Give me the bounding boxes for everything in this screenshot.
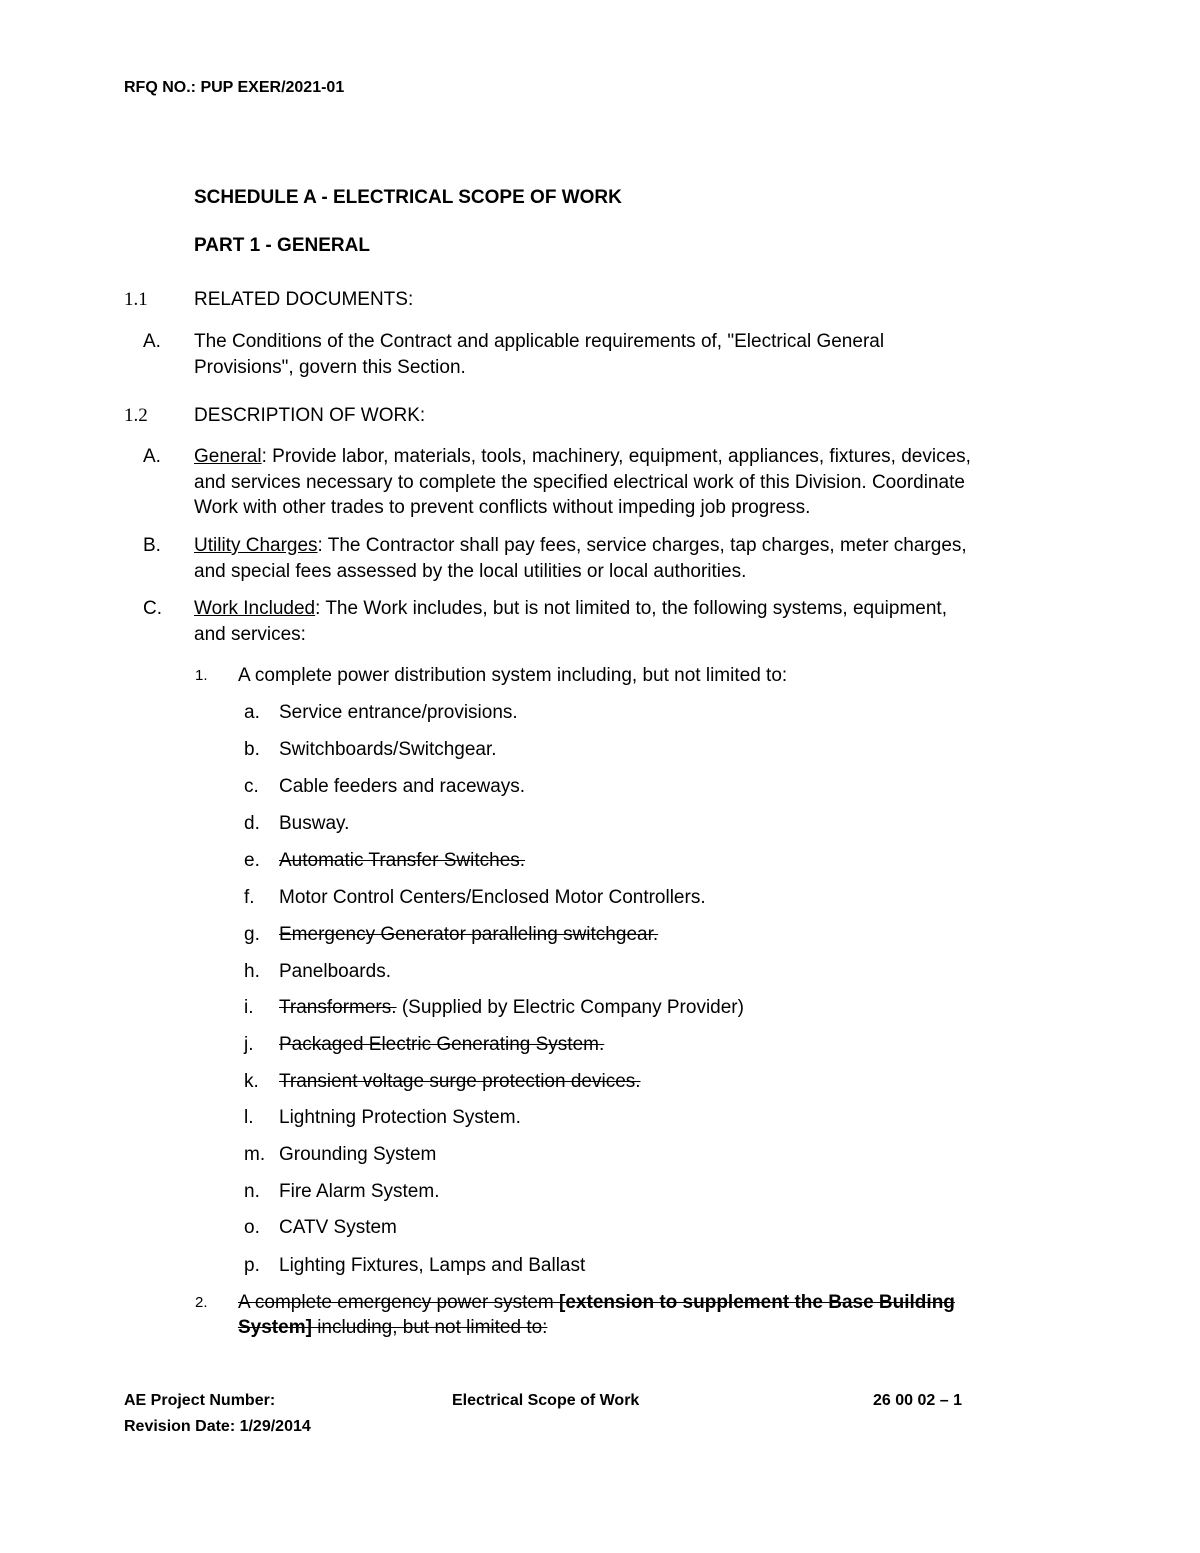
subitem-label: i. [244,997,254,1018]
list-label: C. [143,598,162,619]
subitem-text-struck: Automatic Transfer Switches. [279,850,526,871]
subitem-text: Panelboards. [279,961,391,982]
paragraph-line: Provisions", govern this Section. [194,357,466,378]
term-work-included: Work Included [194,598,316,619]
list-label: A. [143,331,161,352]
term-general: General [194,446,262,467]
subitem-text: Lightning Protection System. [279,1107,521,1128]
subitem-text: Cable feeders and raceways. [279,776,526,797]
footer-revision-date: Revision Date: 1/29/2014 [124,1418,311,1435]
subitem-text-struck: Emergency Generator paralleling switchgear. [279,924,659,945]
item-text-struck [238,1292,955,1314]
paragraph-line: The Conditions of the Contract and applicable requirements of, "Electrical General [194,331,885,352]
paragraph-text: : Provide labor, materials, tools, machinery, equipment, appliances, fixtures, devices, [261,446,971,467]
subitem-label: k. [244,1071,259,1092]
subitem-label: m. [244,1144,266,1165]
subitem-label: a. [244,702,260,723]
item-number: 2. [195,1294,208,1311]
schedule-title: SCHEDULE A - ELECTRICAL SCOPE OF WORK [194,187,622,208]
subitem-text: Switchboards/Switchgear. [279,739,497,760]
list-label: A. [143,446,161,467]
item-text-struck [238,1317,547,1339]
item-text: A complete emergency power system [238,1292,560,1313]
subitem-note: (Supplied by Electric Company Provider) [396,997,744,1018]
list-label: B. [143,535,161,556]
subitem-text: CATV System [279,1217,397,1238]
subitem-text-struck: Packaged Electric Generating System. [279,1034,605,1055]
subitem-label: n. [244,1181,260,1202]
item-text: including, but not limited to: [311,1317,548,1338]
paragraph-line: and services: [194,624,306,645]
subitem-label: l. [244,1107,254,1128]
item-text: A complete power distribution system including, but not limited to: [238,665,788,686]
item-text-bold: [extension to supplement the Base Building [559,1292,955,1313]
paragraph-line [194,446,971,468]
paragraph-line [194,598,947,620]
footer-page-number: 26 00 02 – 1 [873,1392,962,1409]
paragraph-text: : The Work includes, but is not limited to, the following systems, equipment, [315,598,947,619]
paragraph-line [194,535,967,557]
subitem-text: Fire Alarm System. [279,1181,440,1202]
section-number-1-2: 1.2 [124,405,148,426]
subitem-label: c. [244,776,259,797]
subitem-text-struck: Transient voltage surge protection devices. [279,1071,641,1092]
paragraph-line: Work with other trades to prevent conflicts without impeding job progress. [194,497,811,518]
item-number: 1. [195,667,208,684]
section-heading-related-documents: RELATED DOCUMENTS: [194,289,414,310]
subitem-label: d. [244,813,260,834]
subitem-label: j. [244,1034,254,1055]
subitem-text: Lighting Fixtures, Lamps and Ballast [279,1255,586,1276]
paragraph-line: and services necessary to complete the specified electrical work of this Division. Coordinate [194,472,965,493]
footer-document-title: Electrical Scope of Work [452,1392,640,1409]
subitem-text: Grounding System [279,1144,437,1165]
part-title: PART 1 - GENERAL [194,235,370,256]
section-heading-description-of-work: DESCRIPTION OF WORK: [194,405,426,426]
term-utility-charges: Utility Charges [194,535,318,556]
subitem-text: Service entrance/provisions. [279,702,518,723]
subitem-text-struck: Transformers. [279,997,397,1018]
section-number-1-1: 1.1 [124,289,148,310]
subitem-label: o. [244,1217,260,1238]
subitem-label: p. [244,1255,260,1276]
subitem-text: Motor Control Centers/Enclosed Motor Controllers. [279,887,706,908]
subitem-label: g. [244,924,260,945]
subitem-label: b. [244,739,260,760]
subitem-text: Busway. [279,813,350,834]
subitem-text [279,997,744,1019]
rfq-number: RFQ NO.: PUP EXER/2021-01 [124,79,345,96]
subitem-label: h. [244,961,260,982]
item-text-bold: System] [238,1317,312,1338]
footer-project-number: AE Project Number: [124,1392,276,1409]
paragraph-line: and special fees assessed by the local utilities or local authorities. [194,561,747,582]
subitem-label: f. [244,887,255,908]
paragraph-text: : The Contractor shall pay fees, service charges, tap charges, meter charges, [317,535,967,556]
subitem-label: e. [244,850,260,871]
